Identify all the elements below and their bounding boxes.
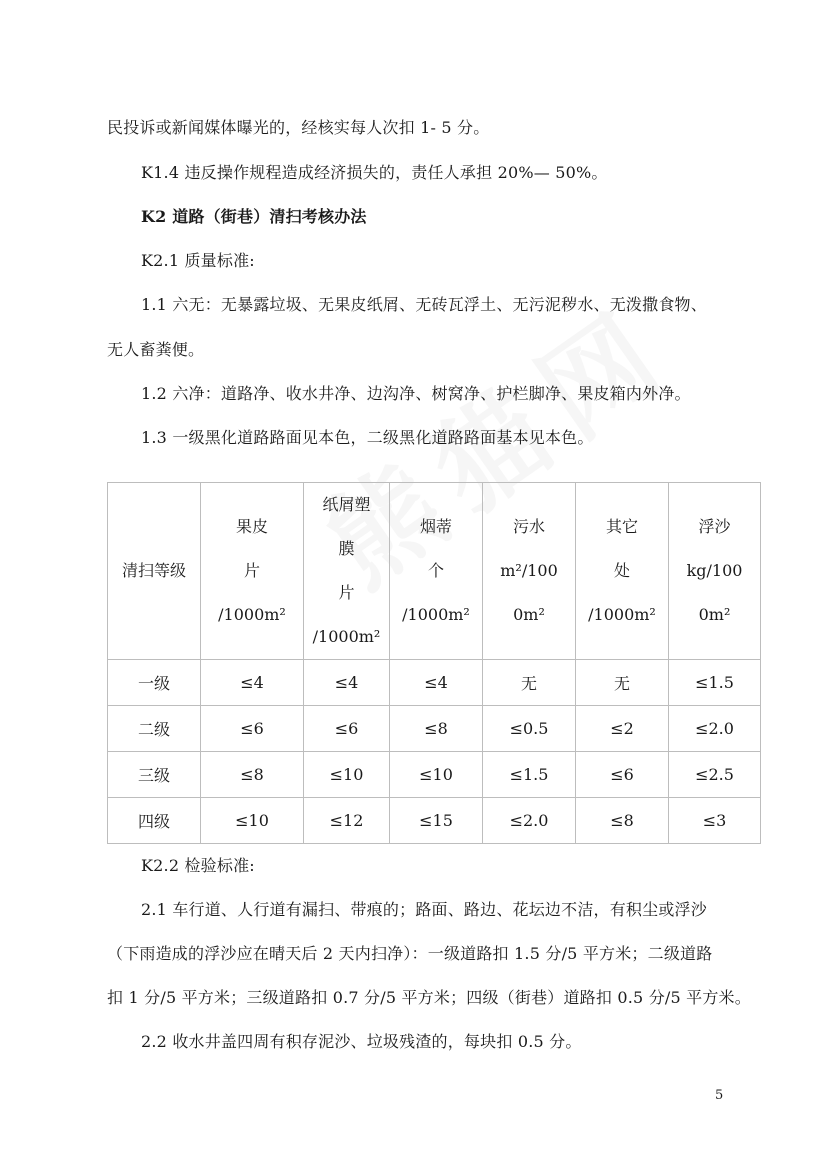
- header-text: 烟蒂: [419, 517, 452, 536]
- cleaning-standards-table: [107, 482, 761, 844]
- table-header-row: [108, 483, 761, 660]
- table-header-cell: [669, 483, 761, 660]
- table-header-cell: [483, 483, 576, 660]
- header-text: 片: [243, 561, 260, 580]
- header-text: 其它: [605, 517, 638, 536]
- text-line: 民投诉或新闻媒体曝光的，经核实每人次扣 1- 5 分。: [107, 118, 490, 137]
- text-line: 2.1 车行道、人行道有漏扫、带痕的；路面、路边、花坛边不洁，有积尘或浮沙: [141, 900, 707, 919]
- text-line: （下雨造成的浮沙应在晴天后 2 天内扫净）：一级道路扣 1.5 分/5 平方米；二级道路: [107, 944, 713, 963]
- table-cell: ≤1.5: [669, 660, 761, 706]
- text-line: 2.2 收水井盖四周有积存泥沙、垃圾残渣的，每块扣 0.5 分。: [141, 1032, 582, 1051]
- header-text: 果皮: [235, 517, 268, 536]
- table-cell: ≤2: [576, 706, 669, 752]
- table-cell: ≤6: [201, 706, 304, 752]
- subsection-heading: K2.2 检验标准:: [141, 856, 255, 875]
- header-text: 片: [338, 583, 355, 602]
- table-cell: ≤10: [390, 752, 483, 798]
- table-body: [108, 660, 761, 844]
- grade-cell: 三级: [108, 752, 201, 798]
- table-cell: ≤2.0: [669, 706, 761, 752]
- table-cell: ≤2.0: [483, 798, 576, 844]
- page-number: 5: [715, 1088, 724, 1103]
- subsection-heading: K2.1 质量标准:: [141, 251, 255, 270]
- table-cell: ≤10: [201, 798, 304, 844]
- table-cell: ≤4: [201, 660, 304, 706]
- table-cell: ≤15: [390, 798, 483, 844]
- table-header-cell: [108, 483, 201, 660]
- header-text: /1000m²: [218, 605, 286, 624]
- section-heading: K2 道路（街巷）清扫考核办法: [141, 207, 367, 226]
- header-text: 0m²: [698, 605, 731, 624]
- grade-cell: 二级: [108, 706, 201, 752]
- header-text: 处: [613, 561, 630, 580]
- text-line: 1.3 一级黑化道路路面见本色，二级黑化道路路面基本见本色。: [141, 428, 594, 447]
- table-header-cell: [576, 483, 669, 660]
- text-line: K1.4 违反操作规程造成经济损失的，责任人承担 20%— 50%。: [141, 163, 608, 182]
- header-text: 膜: [338, 539, 355, 558]
- header-text: 污水: [512, 517, 545, 536]
- table-cell: ≤6: [304, 706, 390, 752]
- table-cell: ≤12: [304, 798, 390, 844]
- table-header-cell: [390, 483, 483, 660]
- text-line: 1.1 六无：无暴露垃圾、无果皮纸屑、无砖瓦浮土、无污泥秽水、无泼撒食物、: [141, 295, 707, 314]
- text-line: 无人畜粪便。: [107, 340, 205, 359]
- header-text: /1000m²: [312, 627, 381, 646]
- table-header-cell: [201, 483, 304, 660]
- table-row: [108, 660, 761, 706]
- header-text: 清扫等级: [121, 561, 186, 580]
- table-cell: ≤6: [576, 752, 669, 798]
- header-text: m²/100: [500, 561, 558, 580]
- header-text: 浮沙: [698, 517, 731, 536]
- table-cell: 无: [483, 660, 576, 706]
- header-text: kg/100: [686, 561, 743, 580]
- text-line: 1.2 六净：道路净、收水井净、边沟净、树窝净、护栏脚净、果皮箱内外净。: [141, 384, 691, 403]
- header-text: /1000m²: [402, 605, 470, 624]
- table-cell: ≤4: [304, 660, 390, 706]
- table-cell: ≤8: [576, 798, 669, 844]
- table-row: [108, 706, 761, 752]
- header-text: 个: [427, 561, 444, 580]
- grade-cell: 四级: [108, 798, 201, 844]
- table-cell: ≤10: [304, 752, 390, 798]
- header-text: 纸屑塑: [322, 495, 371, 514]
- table-cell: ≤8: [201, 752, 304, 798]
- table-cell: ≤8: [390, 706, 483, 752]
- table-cell: ≤3: [669, 798, 761, 844]
- table-row: [108, 798, 761, 844]
- table-cell: ≤0.5: [483, 706, 576, 752]
- text-line: 扣 1 分/5 平方米；三级道路扣 0.7 分/5 平方米；四级（街巷）道路扣 0.5 分/5 平方米。: [107, 988, 751, 1007]
- table-header-cell: [304, 483, 390, 660]
- header-text: /1000m²: [588, 605, 656, 624]
- grade-cell: 一级: [108, 660, 201, 706]
- table-cell: ≤4: [390, 660, 483, 706]
- table-cell: ≤1.5: [483, 752, 576, 798]
- table-row: [108, 752, 761, 798]
- header-text: 0m²: [513, 605, 545, 624]
- table-cell: ≤2.5: [669, 752, 761, 798]
- table-cell: 无: [576, 660, 669, 706]
